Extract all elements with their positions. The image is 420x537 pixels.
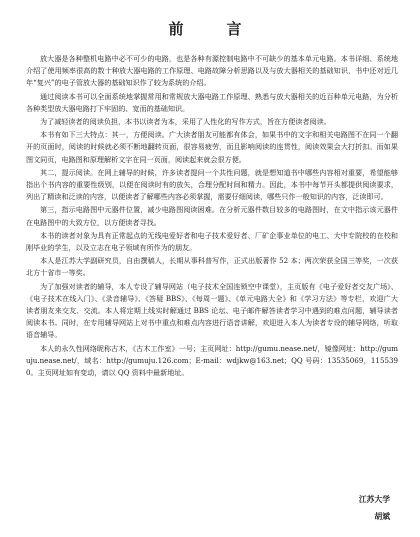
preface-body (26, 53, 398, 379)
paragraph: 本人的永久性网络昵称古木，《古木工作室》一号；主页网址：http://gumu.nease.net/，镜像网址：http://gumuju.nease.net/，域名：http://gumuju.126.com；E-mail：wdjkw@163.net；QQ 号码：13535069，1155390。主页网址如有变动，请以 QQ 资料中最新地址。 (26, 343, 398, 378)
signature-org: 江苏大学 (358, 495, 390, 504)
paragraph: 通过阅读本书可以全面系统地掌握常用和常规放大器电路工作原理、熟悉与放大器相关的近百种单元电路，为分析各种类型放大器电路打下牢固的、宽而的基础知识。 (26, 91, 398, 113)
paragraph: 本书的读者对象为具有正常起点的无线电爱好者和电子技术爱好者、厂矿企事业单位的电工、大中专院校的在校和刚毕业的学生，以及立志在电子领域有所作为的朋友。 (26, 230, 398, 253)
paragraph: 本人是江苏大学副研究员，自由撰稿人，长期从事科普写作，正式出版著作 52 本；两次荣获全国三等奖，一次获北方十省市一等奖。 (26, 256, 398, 278)
paragraph: 为了加强对读者的辅导，本人专设了辅导网站（电子技术全国连锁空中课堂），主页版有《电子爱好者交友广场》、《电子技术在线入门》、《录音辅导》、《答疑 BBS》、《每周一题》、《单元电路大全》和《学习方法》等专栏，欢迎广大读者朋友来交友、交流。本人将定期上线实时解通过 BBS 论坛、电子邮件解答读者学习中遇到的难点问题，辅导读者阅读本书。同时，在专用辅导网站上对书中重点和难点内容进行语音讲解，欢迎进入本人为读者专设的辅导网络，听取语音辅导。 (26, 281, 398, 340)
paragraph: 其二，提示阅读。在网上辅导的时候，许多读者提问一个共性问题，就是想知道书中哪些内容相对重要，希望能够指出个书内容的重要性级别，以便在阅读时有的放矢，合理分配时间和精力。因此，本书中每节开头都提供阅读要求，列出了精读和泛读的内容，以便读者了解哪些内容必须掌握，需要仔细阅读，哪些只作一般知识的内容，泛读即可。 (26, 167, 398, 202)
signature-author: 胡斌 (374, 512, 390, 521)
paragraph: 放大器是各种整机电路中必不可少的电路，也是各种有源控制电路中不可缺少的基本单元电路。本书详细、系统地介绍了使用频率很高的数十种放大器电路的工作原理、电路故障分析思路以及与放大器相关的基础知识，书中还对近几年“复兴”的电子管放大器的基础知识作了较为系统的介绍。 (26, 54, 398, 88)
paragraph: 第三，指示电路图中元器件位置，减少电路图阅读困难。在分析元器件数目较多的电路图时，在文中指示该元器件在电路图中的大致方位，以方便读者寻找。 (26, 205, 398, 227)
paragraph: 本书有如下三大特点：其一，方便阅读。广大读者朋友可能都有体会，如果书中的文字和相关电路图不在同一个翻开的页面时，阅读的时候就必须不断地翻转页面，很容易疲劳，而且影响阅读的连贯性，阅读效果会大打折扣。而如果图文同页，电路图和原理解析文字在同一页面，阅读起来就会很方便。 (26, 130, 398, 164)
page-title: 前 言 (168, 20, 256, 38)
paragraph: 为了减轻读者的阅读负担，本书以读者为本，采用了人性化的写作方式，旨在方便读者阅读。 (40, 117, 331, 127)
